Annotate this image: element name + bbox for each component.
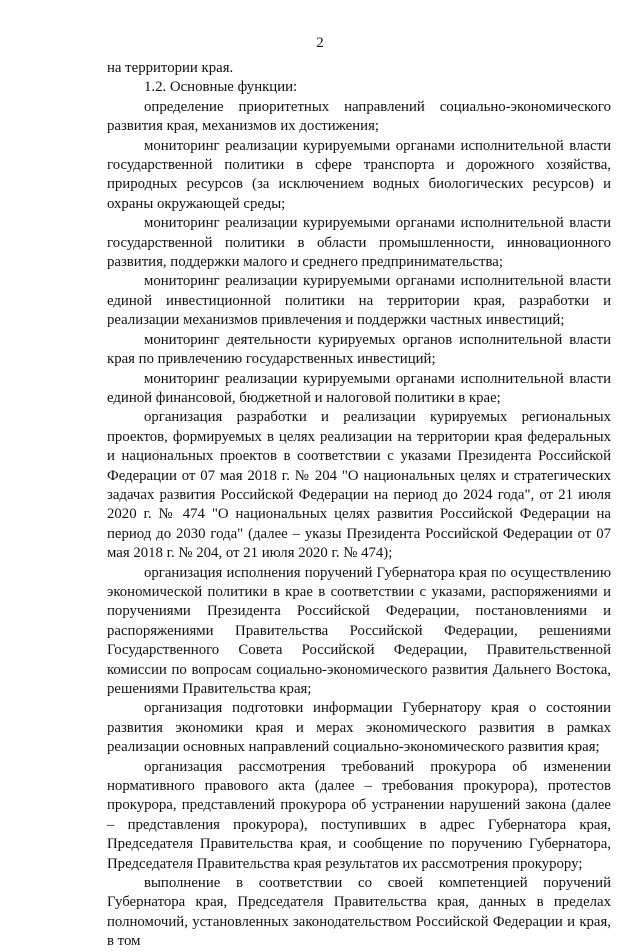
- page-number: 2: [316, 35, 324, 51]
- function-item: мониторинг реализации курируемыми органами исполнительной власти единой финансовой, бюджетной и налоговой политики в крае;: [107, 370, 611, 406]
- function-item: мониторинг реализации курируемыми органами исполнительной власти государственной политики в сфере транспорта и дорожного хозяйства, природных ресурсов (за исключением водных биологических ресурсов) и охраны окружающей среды;: [107, 137, 611, 212]
- function-item: мониторинг деятельности курируемых органов исполнительной власти края по привлечению государственных инвестиций;: [107, 331, 611, 368]
- function-item: мониторинг реализации курируемыми органами исполнительной власти единой инвестиционной политики на территории края, разработки и реализации механизмов привлечения и поддержки частных инвестиций;: [107, 273, 611, 329]
- function-item: организация рассмотрения требований прокурора об изменении нормативного правового акта (далее – требования прокурора), протестов прокурора, представлений прокурора об устранении нарушений закона (далее – представления прокурора), поступивших в адрес Губернатора края, Председателя Правительства края, и сообщение по поручению Губернатора, Председателя Правительства края результатов их рассмотрения прокурору;: [107, 758, 611, 872]
- section-heading-basic-functions: 1.2. Основные функции:: [144, 79, 298, 96]
- function-item: организация исполнения поручений Губернатора края по осуществлению экономической политики в крае в соответствии с указами, распоряжениями и поручениями Президента Российской Федерации, постановлениями и распоряжениями Правительства Российской Федерации, решениями Государственного Совета Российской Федерации, Правительственной комиссии по вопросам социально-экономического развития Дальнего Востока, решениями Правительства края;: [107, 564, 611, 697]
- function-item: определение приоритетных направлений социально-экономического развития края, механизмов их достижения;: [107, 98, 611, 135]
- document-body: [107, 59, 611, 952]
- function-item: мониторинг реализации курируемыми органами исполнительной власти государственной политики в области промышленности, инновационного развития, поддержки малого и среднего предпринимательства;: [107, 215, 611, 271]
- function-item: организация подготовки информации Губернатору края о состоянии развития экономики края и мерах экономического развития в рамках реализации основных направлений социально-экономического развития края;: [107, 700, 611, 756]
- function-item: организация разработки и реализации курируемых региональных проектов, формируемых в целях реализации на территории края федеральных и национальных проектов в соответствии с указами Президента Российской Федерации от 07 мая 2018 г. № 204 "О национальных целях и стратегических задачах развития Российской Федерации на период до 2024 года", от 21 июля 2020 г. № 474 "О национальных целях развития Российской Федерации на период до 2030 года" (далее – указы Президента Российской Федерации от 07 мая 2018 г. № 204, от 21 июля 2020 г. № 474);: [107, 409, 611, 562]
- paragraph-continuation: на территории края.: [107, 60, 234, 76]
- function-item: выполнение в соответствии со своей компетенцией поручений Губернатора края, Председателя Правительства края, данных в пределах полномочий, установленных законодательством Российской Федерации и края, в том: [107, 875, 611, 950]
